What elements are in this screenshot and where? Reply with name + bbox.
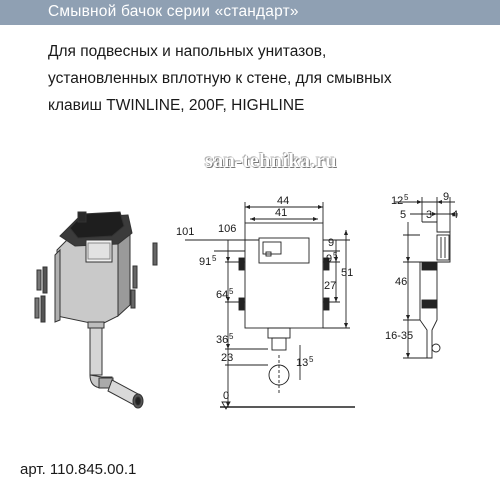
side-dim-3: 3 bbox=[426, 209, 433, 221]
dim-9: 9 bbox=[328, 237, 335, 249]
dim-64-sup: 5 bbox=[229, 287, 234, 296]
dim-51: 51 bbox=[341, 267, 354, 279]
dim-106: 106 bbox=[218, 223, 237, 235]
page-title: Смывной бачок серии «стандарт» bbox=[48, 3, 299, 20]
article-number: арт. 110.845.00.1 bbox=[20, 461, 137, 478]
description-line: клавиш TWINLINE, 200F, HIGHLINE bbox=[48, 97, 305, 114]
dim-91-sup: 5 bbox=[212, 254, 217, 263]
dim-23: 23 bbox=[221, 352, 234, 364]
side-dim-9: 9 bbox=[443, 191, 450, 203]
dim-41: 41 bbox=[275, 207, 288, 219]
side-dim-46: 46 bbox=[395, 276, 408, 288]
side-dim-5: 5 bbox=[400, 209, 407, 221]
description-line: Для подвесных и напольных унитазов, bbox=[48, 43, 327, 60]
dim-91: 91 bbox=[199, 256, 212, 268]
dim-64: 64 bbox=[216, 289, 229, 301]
dim-0: 0 bbox=[223, 390, 230, 402]
dim-13: 13 bbox=[296, 357, 309, 369]
watermark: san-tehnika.ru bbox=[205, 150, 338, 172]
side-dim-12-sup: 5 bbox=[404, 193, 409, 202]
dim-36-sup: 5 bbox=[229, 332, 234, 341]
side-dim-16-35: 16-35 bbox=[385, 330, 414, 342]
dim-44: 44 bbox=[277, 195, 290, 207]
description-line: установленных вплотную к стене, для смывных bbox=[48, 70, 392, 87]
dim-9-5-sup: 5 bbox=[333, 251, 338, 260]
dim-13-sup: 5 bbox=[309, 355, 314, 364]
dim-101: 101 bbox=[176, 226, 195, 238]
dim-27: 27 bbox=[324, 280, 337, 292]
dim-9-5: 9 bbox=[326, 253, 333, 265]
side-dim-12: 12 bbox=[391, 195, 404, 207]
dim-36: 36 bbox=[216, 334, 229, 346]
side-dim-4: 4 bbox=[452, 209, 459, 221]
